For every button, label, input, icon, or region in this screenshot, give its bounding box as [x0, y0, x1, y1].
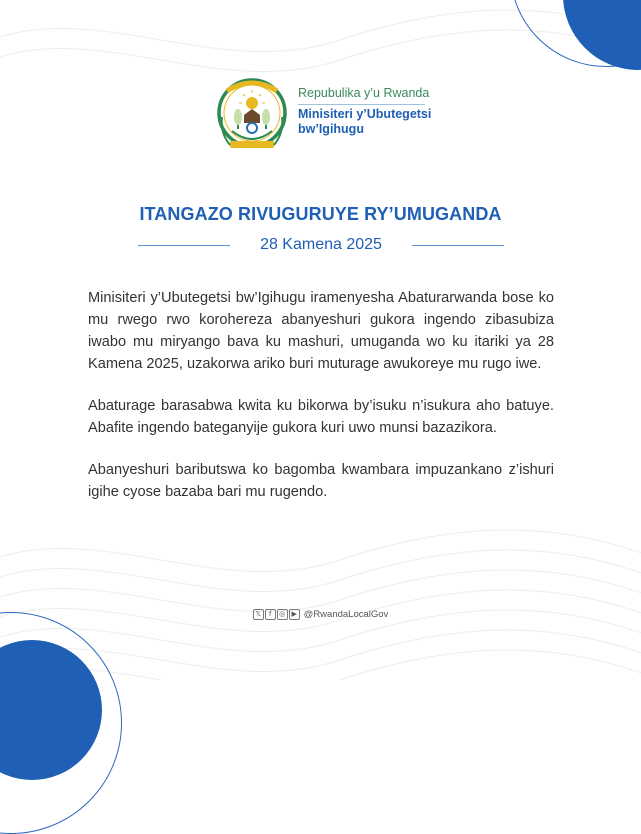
body-paragraph-2: Abaturage barasabwa kwita ku bikorwa by’isuku n’isukura aho batuye. Abafite ingendo bateganyije gukora kuri uwo munsi bazazikora. [88, 398, 554, 436]
ministry-name-block [298, 86, 431, 137]
body-paragraph-3: Abanyeshuri baributswa ko bagomba kwambara impuzankano z’ishuri igihe cyose bazaba bari mu rugendo. [88, 462, 554, 500]
date-divider-right [412, 245, 504, 246]
republic-name: Repubulika y’u Rwanda [298, 86, 430, 100]
youtube-icon[interactable]: ▶ [289, 609, 300, 620]
ministry-divider [298, 104, 425, 105]
body-paragraph-1: Minisiteri y’Ubutegetsi bw’Igihugu iramenyesha Abaturarwanda bose ko mu rwego rwo korohereza abanyeshuri gukora ingendo zibasubiza iwabo mu miryango bava ku mashuri, umuganda wo ku itariki ya 28 Kamena 2025, uzakorwa ariko buri muturage awukoreye mu rugo iwe. [88, 290, 554, 372]
instagram-icon[interactable]: ◎ [277, 609, 288, 620]
ministry-header [216, 73, 456, 155]
ministry-name-line2: bw’Igihugu [298, 122, 364, 136]
social-handle[interactable]: @RwandaLocalGov [303, 609, 389, 620]
social-footer [0, 609, 641, 620]
announcement-body [88, 287, 554, 523]
ministry-name-line1: Minisiteri y’Ubutegetsi [298, 107, 432, 121]
date-divider-left [138, 245, 230, 246]
facebook-icon[interactable]: f [265, 609, 276, 620]
announcement-date: 28 Kamena 2025 [260, 236, 382, 253]
announcement-title: ITANGAZO RIVUGURUYE RY’UMUGANDA [139, 204, 502, 224]
x-icon[interactable]: 𝕏 [253, 609, 264, 620]
rwanda-coat-of-arms-icon [216, 73, 288, 155]
social-icons-group [253, 609, 300, 620]
date-row [138, 235, 504, 255]
